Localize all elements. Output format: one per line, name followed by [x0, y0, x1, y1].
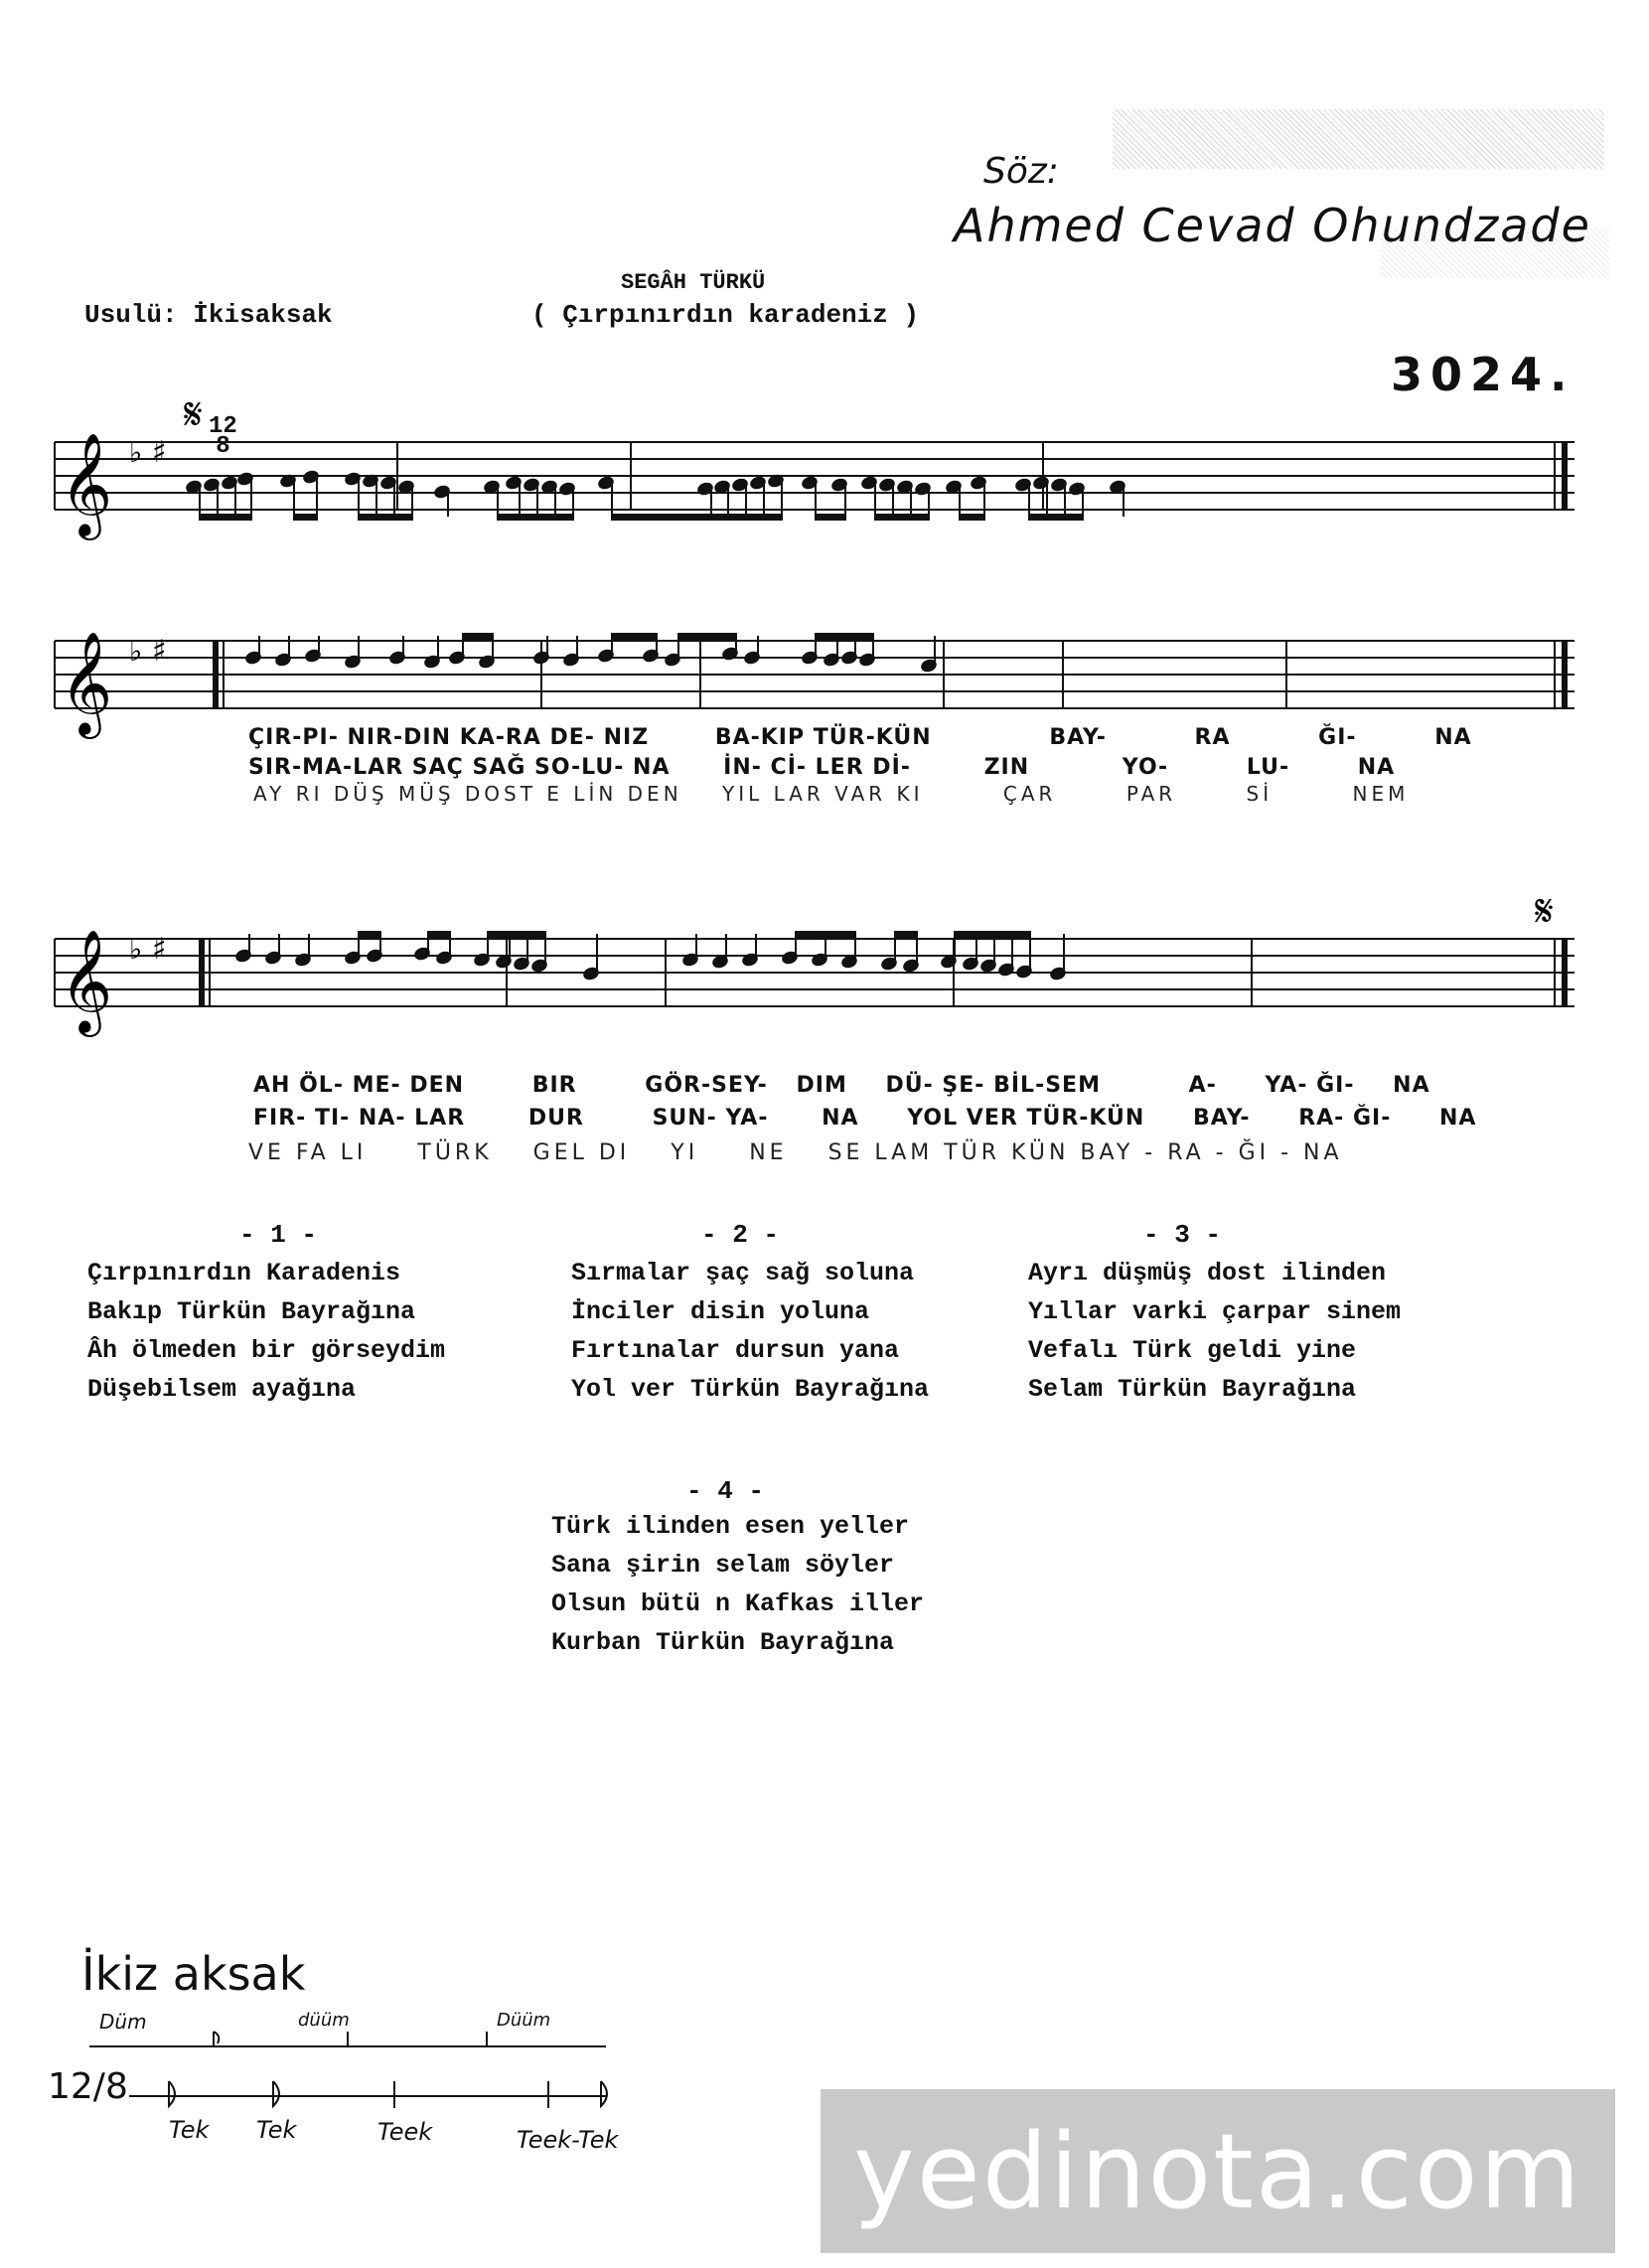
svg-text:♭: ♭	[129, 635, 143, 668]
music-staff-2	[55, 616, 1574, 735]
music-staff-1	[55, 389, 1574, 556]
note-beam	[612, 634, 657, 639]
rhythm-syllable: düüm	[298, 2010, 350, 2031]
note-beam	[498, 515, 573, 520]
verse-4-title: - 4 -	[685, 1476, 764, 1506]
verse-1: Çırpınırdın Karadenis Bakıp Türkün Bayrağına Âh ölmeden bir görseydim Düşebilsem ayağına	[87, 1259, 446, 1404]
note-beam	[960, 515, 984, 520]
rhythm-syllable: Düüm	[497, 2010, 551, 2031]
verse-3: Ayrı düşmüş dost ilinden Yıllar varki çarpar sinem Vefalı Türk geldi yine Selam Türkün Bayrağına	[1028, 1259, 1402, 1404]
note-beam	[200, 515, 251, 520]
catalog-number: 3024.	[1391, 348, 1575, 401]
note-beam	[875, 515, 929, 520]
lyric-line-6: VE FA LI TÜRK GEL DI YI NE SE LAM TÜR KÜN BAY - RA - ĞI - NA	[248, 1140, 1343, 1165]
lyric-line-4: AH ÖL- ME- DEN BIR GÖR-SEY- DIM DÜ- ŞE- BİL-SEM A- YA- ĞI- NA	[253, 1073, 1430, 1098]
svg-text:𝄞: 𝄞	[60, 929, 113, 1033]
note-beam	[428, 932, 450, 937]
lyricist-label: Söz:	[983, 151, 1059, 192]
note-beam	[678, 634, 736, 639]
rhythm-syllable: Düm	[99, 2010, 147, 2034]
verse-2: Sırmalar şaç sağ soluna İnciler disin yoluna Fırtınalar dursun yana Yol ver Türkün Bayrağına	[571, 1259, 930, 1404]
svg-text:𝄞: 𝄞	[60, 631, 113, 735]
time-signature: 12 8	[209, 413, 237, 460]
rhythm-title: İkiz aksak	[81, 1947, 306, 2001]
svg-text:♯: ♯	[152, 435, 167, 470]
note-beam	[359, 515, 412, 520]
rhythm-syllable: Tek	[169, 2116, 210, 2144]
watermark: yedinota.com	[821, 2089, 1615, 2253]
note-beam	[816, 515, 845, 520]
segno-end-icon: 𝄋	[1535, 886, 1554, 937]
lyric-line-3: AY RI DÜŞ MÜŞ DOST E LİN DEN YIL LAR VAR KI ÇAR PAR Sİ NEM	[253, 782, 1410, 806]
verse-1-title: - 1 -	[238, 1220, 317, 1250]
scan-noise	[1113, 109, 1604, 169]
svg-text:♭: ♭	[129, 436, 143, 469]
rhythm-syllable: Tek	[256, 2116, 297, 2144]
note-beam	[359, 932, 380, 937]
song-subtitle: ( Çırpınırdın karadeniz )	[531, 300, 920, 330]
note-beam	[612, 515, 711, 520]
verse-3-title: - 3 -	[1142, 1220, 1221, 1250]
svg-text:♯: ♯	[152, 932, 167, 967]
note-beam	[955, 932, 1030, 937]
note-beam	[1029, 515, 1083, 520]
music-staff-3	[55, 886, 1574, 1033]
verse-2-title: - 2 -	[700, 1220, 779, 1250]
usul-label: Usulü: İkisaksak	[84, 300, 333, 330]
verse-4: Türk ilinden esen yeller Sana şirin selam söyler Olsun bütü n Kafkas iller Kurban Türkün Bayrağına	[551, 1512, 925, 1657]
note-beam	[816, 634, 873, 639]
lyric-line-1: ÇIR-PI- NIR-DIN KA-RA DE- NIZ BA-KIP TÜR-KÜN BAY- RA ĞI- NA	[248, 725, 1472, 750]
note-beam	[488, 932, 545, 937]
note-beam	[711, 515, 782, 520]
treble-clef: 𝄞	[60, 432, 113, 536]
lyric-line-2: SIR-MA-LAR SAÇ SAĞ SO-LU- NA İN- Cİ- LER Dİ- ZIN YO- LU- NA	[248, 755, 1396, 780]
svg-text:♭: ♭	[129, 933, 143, 966]
lyric-line-5: FIR- TI- NA- LAR DUR SUN- YA- NA YOL VER TÜR-KÜN BAY- RA- ĞI- NA	[253, 1106, 1477, 1131]
segno-icon: 𝄋	[184, 389, 203, 440]
rhythm-syllable: Teek	[377, 2118, 433, 2146]
svg-text:♯: ♯	[152, 634, 167, 669]
note-beam	[294, 515, 317, 520]
song-title: SEGÂH TÜRKÜ	[621, 270, 766, 295]
note-beam	[463, 634, 493, 639]
rhythm-syllable: Teek-Tek	[517, 2126, 619, 2154]
note-beam	[796, 932, 855, 937]
lyricist-name: Ahmed Cevad Ohundzade	[954, 199, 1591, 252]
note-beam	[895, 932, 917, 937]
rhythm-time: 12/8	[48, 2066, 128, 2107]
